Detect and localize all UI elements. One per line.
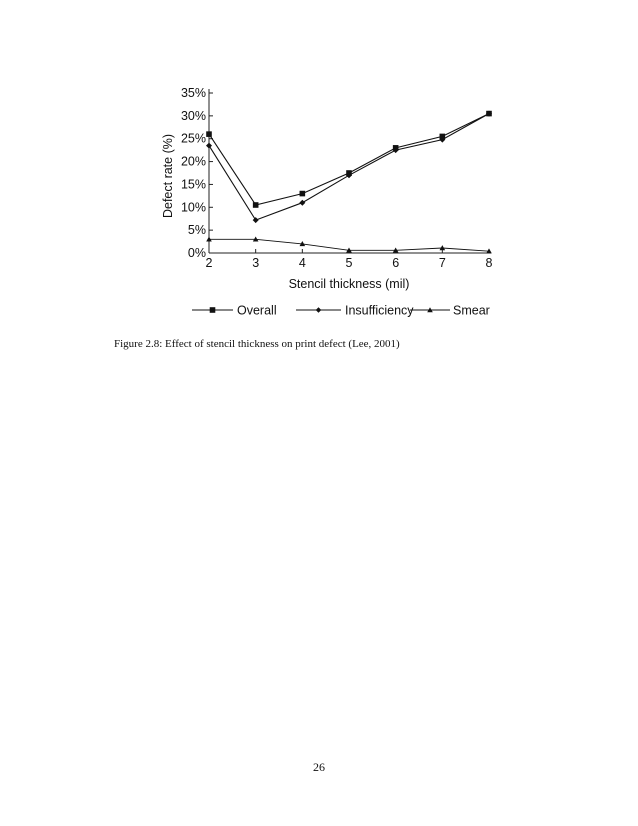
- data-point-diamond: [253, 217, 259, 223]
- x-tick-label: 7: [438, 256, 446, 270]
- data-point-square: [206, 131, 212, 137]
- figure-caption: Figure 2.8: Effect of stencil thickness on print defect (Lee, 2001): [114, 338, 400, 350]
- series-insufficiency: [206, 111, 492, 224]
- data-point-square: [300, 191, 306, 197]
- y-tick-label: 10%: [180, 200, 206, 215]
- x-tick-label: 3: [252, 256, 260, 270]
- y-tick-label: 5%: [187, 223, 206, 238]
- legend-label: Insufficiency: [345, 303, 414, 318]
- legend-item-insufficiency: [296, 304, 414, 318]
- series-smear: [206, 236, 492, 253]
- series-line: [209, 114, 489, 221]
- x-tick-label: 4: [298, 256, 306, 270]
- data-point-diamond: [206, 143, 212, 149]
- x-tick-label: 8: [485, 256, 493, 270]
- data-point-square: [210, 307, 216, 313]
- y-tick-label: 20%: [180, 154, 206, 169]
- y-tick-label: 0%: [187, 246, 206, 260]
- y-tick-label: 30%: [180, 108, 206, 123]
- x-axis-label: Stencil thickness (mil): [288, 277, 410, 291]
- series-line: [209, 114, 489, 205]
- x-tick-label: 5: [345, 256, 353, 270]
- data-point-diamond: [299, 200, 305, 206]
- data-point-diamond: [316, 307, 322, 313]
- legend-label: Smear: [453, 303, 490, 318]
- legend-item-overall: [192, 304, 277, 318]
- y-axis-label: Defect rate (%): [161, 133, 175, 219]
- legend-label: Overall: [237, 303, 277, 318]
- legend-item-smear: [410, 304, 490, 318]
- chart-legend: [192, 304, 490, 318]
- x-tick-label: 6: [392, 256, 400, 270]
- y-tick-label: 35%: [180, 86, 206, 100]
- y-tick-label: 15%: [180, 177, 206, 192]
- series-overall: [206, 111, 492, 208]
- y-tick-label: 25%: [180, 131, 206, 146]
- chart-series: [206, 111, 492, 254]
- data-point-square: [253, 202, 259, 208]
- x-tick-label: 2: [205, 256, 213, 270]
- page-number: 26: [313, 760, 325, 774]
